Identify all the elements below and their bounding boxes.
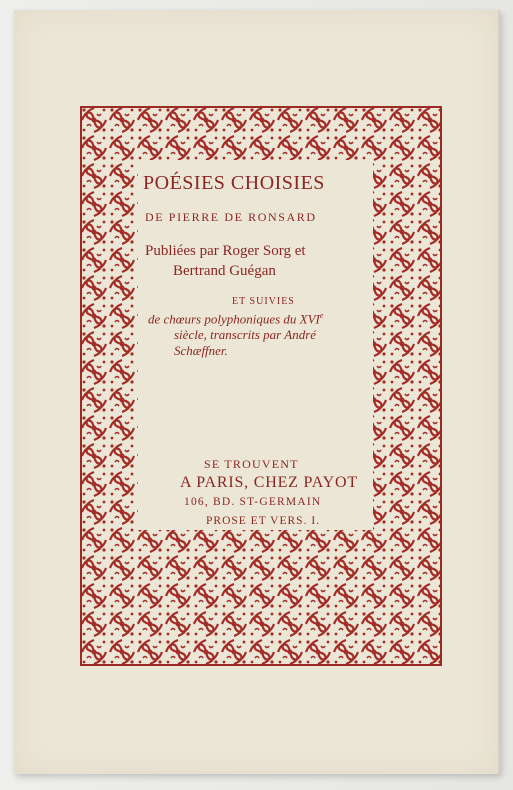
book-title: POÉSIES CHOISIES <box>143 172 325 194</box>
italic-line-3: Schæffner. <box>174 343 228 358</box>
book-author: DE PIERRE DE RONSARD <box>145 210 317 224</box>
city-publisher: A PARIS, CHEZ PAYOT <box>180 474 358 491</box>
italic-line-1 <box>148 311 323 327</box>
found-label: SE TROUVENT <box>204 457 299 471</box>
series-label: PROSE ET VERS. I. <box>206 515 321 527</box>
publisher-line-1: Publiées par Roger Sorg et <box>145 243 306 259</box>
publisher-line-2: Bertrand Guégan <box>173 263 276 279</box>
italic-superscript: e <box>319 311 324 320</box>
followed-label: ET SUIVIES <box>232 296 295 307</box>
italic-line-2: siècle, transcrits par André <box>174 327 317 342</box>
publisher-address: 106, BD. ST-GERMAIN <box>184 496 322 508</box>
italic-line-1-text: de chœurs polyphoniques du XVI <box>148 311 320 327</box>
